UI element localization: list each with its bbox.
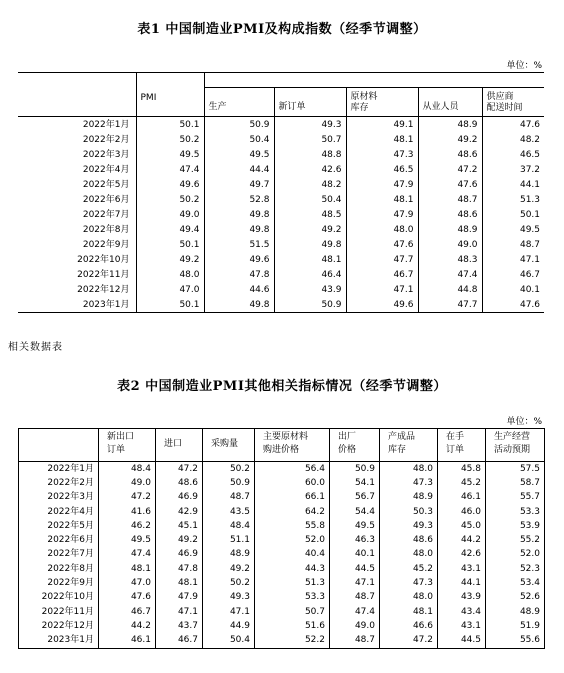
value-cell: 50.2	[136, 132, 204, 147]
value-cell: 51.5	[204, 237, 274, 252]
value-cell: 47.3	[380, 476, 438, 490]
month-cell: 2023年1月	[47, 635, 94, 646]
value-cell: 48.1	[99, 562, 156, 576]
value-cell: 50.9	[204, 117, 274, 133]
table1-corner	[18, 73, 136, 117]
value-cell: 46.1	[99, 634, 156, 649]
related-indicators-table	[18, 428, 545, 649]
table1-header-supplier-delivery: 供应商 配送时间	[482, 88, 544, 117]
value-cell: 46.2	[99, 519, 156, 533]
table-row	[18, 117, 544, 133]
value-cell: 47.3	[346, 147, 418, 162]
value-cell: 64.2	[255, 505, 330, 519]
value-cell: 49.0	[136, 207, 204, 222]
month-cell: 2022年2月	[82, 134, 130, 145]
value-cell: 50.1	[136, 117, 204, 133]
month-cell: 2022年3月	[47, 492, 94, 503]
value-cell: 43.9	[274, 282, 346, 297]
value-cell: 49.8	[274, 237, 346, 252]
value-cell: 49.2	[136, 252, 204, 267]
pmi-table	[18, 72, 544, 313]
value-cell: 40.4	[255, 548, 330, 562]
table-row	[18, 147, 544, 162]
value-cell: 48.7	[330, 591, 380, 605]
value-cell: 46.9	[156, 491, 203, 505]
value-cell: 48.0	[346, 222, 418, 237]
value-cell: 44.8	[418, 282, 482, 297]
value-cell: 50.4	[274, 192, 346, 207]
value-cell: 49.5	[204, 147, 274, 162]
table2-title: 表2 中国制造业PMI其他相关指标情况（经季节调整）	[117, 379, 447, 394]
value-cell: 48.7	[203, 491, 255, 505]
value-cell: 48.2	[482, 132, 544, 147]
value-cell: 44.1	[438, 576, 486, 590]
value-cell: 50.2	[203, 462, 255, 477]
month-cell: 2022年5月	[47, 520, 94, 531]
value-cell: 46.7	[482, 267, 544, 282]
value-cell: 44.5	[438, 634, 486, 649]
table-row	[18, 237, 544, 252]
month-cell: 2022年1月	[47, 463, 94, 474]
value-cell: 49.5	[330, 519, 380, 533]
value-cell: 43.9	[438, 591, 486, 605]
value-cell: 47.4	[418, 267, 482, 282]
value-cell: 47.9	[346, 177, 418, 192]
value-cell: 52.0	[486, 548, 545, 562]
table1-header-production: 生产	[204, 88, 274, 117]
value-cell: 52.2	[255, 634, 330, 649]
month-cell: 2022年4月	[82, 164, 130, 175]
value-cell: 44.6	[204, 282, 274, 297]
value-cell: 46.7	[156, 634, 203, 649]
value-cell: 47.2	[99, 491, 156, 505]
table-row	[18, 177, 544, 192]
value-cell: 50.1	[136, 297, 204, 313]
value-cell: 48.7	[330, 634, 380, 649]
value-cell: 43.7	[156, 619, 203, 633]
table-row	[19, 491, 545, 505]
value-cell: 50.2	[136, 192, 204, 207]
table-row	[19, 591, 545, 605]
value-cell: 52.3	[486, 562, 545, 576]
value-cell: 46.1	[438, 491, 486, 505]
value-cell: 48.4	[203, 519, 255, 533]
table-row	[19, 562, 545, 576]
value-cell: 49.5	[99, 533, 156, 547]
value-cell: 40.1	[330, 548, 380, 562]
value-cell: 55.8	[255, 519, 330, 533]
month-cell: 2022年10月	[77, 254, 130, 265]
value-cell: 48.6	[156, 476, 203, 490]
value-cell: 47.7	[346, 252, 418, 267]
value-cell: 47.1	[346, 282, 418, 297]
value-cell: 50.7	[274, 132, 346, 147]
table1-header-employment: 从业人员	[418, 88, 482, 117]
value-cell: 48.0	[380, 462, 438, 477]
value-cell: 44.2	[99, 619, 156, 633]
month-cell: 2022年11月	[77, 269, 130, 280]
month-cell: 2022年6月	[47, 535, 94, 546]
table-row	[18, 192, 544, 207]
value-cell: 42.6	[274, 162, 346, 177]
value-cell: 48.6	[418, 207, 482, 222]
value-cell: 45.2	[438, 476, 486, 490]
value-cell: 47.7	[418, 297, 482, 313]
value-cell: 45.1	[156, 519, 203, 533]
value-cell: 47.1	[156, 605, 203, 619]
table1-header-new-orders: 新订单	[274, 88, 346, 117]
related-data-note: 相关数据表	[8, 342, 63, 353]
value-cell: 49.8	[204, 297, 274, 313]
table2-header-backlog-orders: 在手 订单	[438, 429, 486, 462]
value-cell: 47.4	[136, 162, 204, 177]
value-cell: 47.2	[380, 634, 438, 649]
table-row	[19, 462, 545, 477]
value-cell: 50.7	[255, 605, 330, 619]
value-cell: 48.1	[274, 252, 346, 267]
value-cell: 44.5	[330, 562, 380, 576]
value-cell: 49.3	[380, 519, 438, 533]
value-cell: 49.8	[204, 207, 274, 222]
value-cell: 52.6	[486, 591, 545, 605]
value-cell: 48.5	[274, 207, 346, 222]
table-row	[18, 267, 544, 282]
value-cell: 48.7	[482, 237, 544, 252]
value-cell: 44.9	[203, 619, 255, 633]
value-cell: 44.4	[204, 162, 274, 177]
value-cell: 48.9	[486, 605, 545, 619]
month-cell: 2023年1月	[82, 299, 130, 310]
value-cell: 48.0	[380, 591, 438, 605]
table-row	[18, 222, 544, 237]
table-row	[18, 297, 544, 313]
value-cell: 46.9	[156, 548, 203, 562]
value-cell: 49.6	[346, 297, 418, 313]
value-cell: 48.1	[346, 132, 418, 147]
value-cell: 47.6	[482, 297, 544, 313]
value-cell: 47.1	[482, 252, 544, 267]
value-cell: 47.1	[330, 576, 380, 590]
value-cell: 49.2	[156, 533, 203, 547]
value-cell: 47.6	[482, 117, 544, 133]
value-cell: 47.9	[346, 207, 418, 222]
value-cell: 48.3	[418, 252, 482, 267]
value-cell: 50.1	[482, 207, 544, 222]
value-cell: 60.0	[255, 476, 330, 490]
month-cell: 2022年1月	[82, 119, 130, 130]
value-cell: 46.0	[438, 505, 486, 519]
value-cell: 48.6	[418, 147, 482, 162]
value-cell: 51.3	[482, 192, 544, 207]
value-cell: 47.6	[99, 591, 156, 605]
value-cell: 51.1	[203, 533, 255, 547]
value-cell: 50.4	[203, 634, 255, 649]
value-cell: 47.6	[346, 237, 418, 252]
value-cell: 48.9	[418, 117, 482, 133]
value-cell: 49.2	[274, 222, 346, 237]
value-cell: 47.0	[99, 576, 156, 590]
value-cell: 41.6	[99, 505, 156, 519]
value-cell: 49.0	[330, 619, 380, 633]
value-cell: 47.0	[136, 282, 204, 297]
value-cell: 57.5	[486, 462, 545, 477]
value-cell: 49.3	[203, 591, 255, 605]
value-cell: 54.1	[330, 476, 380, 490]
value-cell: 50.1	[136, 237, 204, 252]
value-cell: 48.7	[418, 192, 482, 207]
value-cell: 44.2	[438, 533, 486, 547]
table-row	[18, 282, 544, 297]
value-cell: 48.1	[156, 576, 203, 590]
value-cell: 48.9	[203, 548, 255, 562]
value-cell: 50.2	[203, 576, 255, 590]
value-cell: 47.9	[156, 591, 203, 605]
month-cell: 2022年9月	[82, 239, 130, 250]
table-row	[19, 533, 545, 547]
month-cell: 2022年12月	[77, 284, 130, 295]
value-cell: 51.9	[486, 619, 545, 633]
value-cell: 50.9	[274, 297, 346, 313]
value-cell: 49.6	[136, 177, 204, 192]
value-cell: 47.2	[156, 462, 203, 477]
value-cell: 48.9	[380, 491, 438, 505]
value-cell: 49.4	[136, 222, 204, 237]
value-cell: 50.3	[380, 505, 438, 519]
value-cell: 48.0	[136, 267, 204, 282]
table1-title: 表1 中国制造业PMI及构成指数（经季节调整）	[137, 22, 427, 37]
value-cell: 49.7	[204, 177, 274, 192]
value-cell: 51.6	[255, 619, 330, 633]
value-cell: 43.5	[203, 505, 255, 519]
value-cell: 48.9	[418, 222, 482, 237]
month-cell: 2022年7月	[47, 549, 94, 560]
value-cell: 49.6	[204, 252, 274, 267]
table1-unit: 单位：%	[506, 61, 542, 71]
month-cell: 2022年8月	[82, 224, 130, 235]
value-cell: 55.7	[486, 491, 545, 505]
value-cell: 49.5	[136, 147, 204, 162]
table-row	[18, 132, 544, 147]
value-cell: 44.1	[482, 177, 544, 192]
value-cell: 45.8	[438, 462, 486, 477]
value-cell: 43.1	[438, 619, 486, 633]
value-cell: 52.0	[255, 533, 330, 547]
table2-unit: 单位：%	[506, 417, 542, 427]
value-cell: 47.2	[418, 162, 482, 177]
value-cell: 48.2	[274, 177, 346, 192]
value-cell: 47.6	[418, 177, 482, 192]
table-row	[19, 505, 545, 519]
table2-header-finished-goods-inventory: 产成品 库存	[380, 429, 438, 462]
value-cell: 48.1	[346, 192, 418, 207]
table1-header-raw-material-inventory: 原材料 库存	[346, 88, 418, 117]
table2-header-new-export-orders: 新出口 订单	[99, 429, 156, 462]
value-cell: 53.3	[255, 591, 330, 605]
value-cell: 47.3	[380, 576, 438, 590]
table2-header-purchase-quantity: 采购量	[203, 429, 255, 462]
value-cell: 47.4	[99, 548, 156, 562]
value-cell: 52.8	[204, 192, 274, 207]
value-cell: 49.0	[99, 476, 156, 490]
value-cell: 45.2	[380, 562, 438, 576]
value-cell: 47.4	[330, 605, 380, 619]
value-cell: 56.7	[330, 491, 380, 505]
month-cell: 2022年12月	[41, 620, 94, 631]
month-cell: 2022年11月	[41, 606, 94, 617]
table-row	[19, 619, 545, 633]
table-row	[18, 162, 544, 177]
value-cell: 43.1	[438, 562, 486, 576]
table2-header-business-expectations: 生产经营 活动预期	[486, 429, 545, 462]
table-row	[19, 634, 545, 649]
value-cell: 51.3	[255, 576, 330, 590]
month-cell: 2022年5月	[82, 179, 130, 190]
value-cell: 45.0	[438, 519, 486, 533]
table2-header-imports: 进口	[156, 429, 203, 462]
table2-body	[19, 462, 545, 649]
value-cell: 56.4	[255, 462, 330, 477]
value-cell: 47.8	[204, 267, 274, 282]
value-cell: 53.9	[486, 519, 545, 533]
value-cell: 50.9	[203, 476, 255, 490]
value-cell: 48.6	[380, 533, 438, 547]
value-cell: 58.7	[486, 476, 545, 490]
value-cell: 48.4	[99, 462, 156, 477]
value-cell: 48.0	[380, 548, 438, 562]
month-cell: 2022年4月	[47, 506, 94, 517]
month-cell: 2022年10月	[41, 592, 94, 603]
value-cell: 46.7	[99, 605, 156, 619]
value-cell: 53.4	[486, 576, 545, 590]
value-cell: 46.7	[346, 267, 418, 282]
table2-corner	[19, 429, 99, 462]
value-cell: 47.1	[203, 605, 255, 619]
value-cell: 43.4	[438, 605, 486, 619]
value-cell: 46.3	[330, 533, 380, 547]
value-cell: 50.9	[330, 462, 380, 477]
table-row	[19, 576, 545, 590]
table-row	[18, 252, 544, 267]
value-cell: 48.8	[274, 147, 346, 162]
table-row	[19, 476, 545, 490]
value-cell: 46.5	[346, 162, 418, 177]
value-cell: 53.3	[486, 505, 545, 519]
value-cell: 40.1	[482, 282, 544, 297]
table2-header-input-prices: 主要原材料 购进价格	[255, 429, 330, 462]
value-cell: 49.5	[482, 222, 544, 237]
value-cell: 37.2	[482, 162, 544, 177]
value-cell: 49.1	[346, 117, 418, 133]
value-cell: 47.8	[156, 562, 203, 576]
table-row	[19, 519, 545, 533]
table-row	[18, 207, 544, 222]
value-cell: 44.3	[255, 562, 330, 576]
value-cell: 49.8	[204, 222, 274, 237]
value-cell: 49.3	[274, 117, 346, 133]
value-cell: 50.4	[204, 132, 274, 147]
value-cell: 49.2	[203, 562, 255, 576]
value-cell: 66.1	[255, 491, 330, 505]
table1-body	[18, 117, 544, 313]
value-cell: 55.2	[486, 533, 545, 547]
value-cell: 49.2	[418, 132, 482, 147]
value-cell: 49.0	[418, 237, 482, 252]
value-cell: 48.1	[380, 605, 438, 619]
value-cell: 54.4	[330, 505, 380, 519]
table-row	[19, 605, 545, 619]
value-cell: 46.4	[274, 267, 346, 282]
value-cell: 42.6	[438, 548, 486, 562]
month-cell: 2022年3月	[82, 149, 130, 160]
table2-header-output-prices: 出厂 价格	[330, 429, 380, 462]
table-row	[19, 548, 545, 562]
month-cell: 2022年9月	[47, 578, 94, 589]
value-cell: 55.6	[486, 634, 545, 649]
value-cell: 46.6	[380, 619, 438, 633]
month-cell: 2022年2月	[47, 477, 94, 488]
value-cell: 42.9	[156, 505, 203, 519]
table1-header-pmi: PMI	[136, 73, 204, 117]
month-cell: 2022年8月	[47, 563, 94, 574]
month-cell: 2022年6月	[82, 194, 130, 205]
value-cell: 46.5	[482, 147, 544, 162]
month-cell: 2022年7月	[82, 209, 130, 220]
